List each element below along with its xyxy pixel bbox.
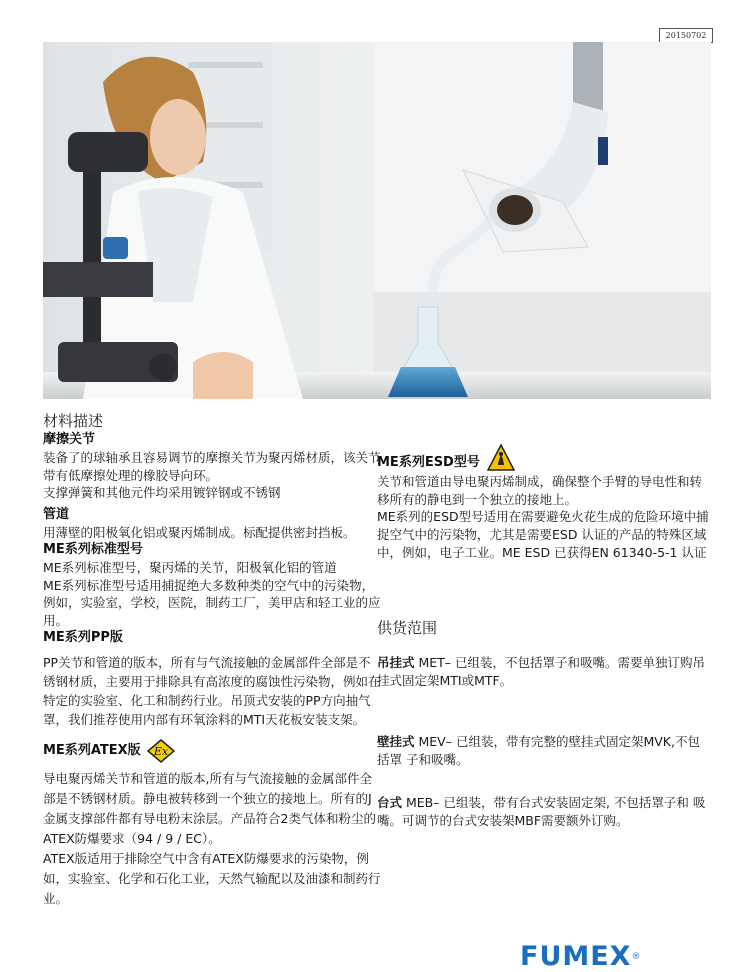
paragraph-atex-1: 导电聚丙烯关节和管道的版本,所有与气流接触的金属部件全部是不锈钢材质。静电被转移到一个独立的接地上。所有的J金属支撑部件都有导电粉末涂层。产品符合2类气体和粉尘的ATEX防爆要求（94 / 9 / EC）。 bbox=[43, 771, 376, 846]
paragraph-pp-version: PP关节和管道的版本，所有与气流接触的金属部件全部是不锈钢材质，主要用于排除具有高浓度的腐蚀性污染物，例如在特定的实验室、化工和制药行业。吊顶式安装的PP方向抽气罩，我们推荐使用内部有环氧涂料的MTI天花板安装支架。 bbox=[43, 655, 381, 727]
fumex-logo bbox=[520, 943, 642, 971]
paragraph-friction-joint: 装备了的球轴承且容易调节的摩擦关节为聚丙烯材质，该关节带有低摩擦处理的橡胶导向环。 bbox=[43, 450, 381, 483]
document-code: 20150702 bbox=[659, 28, 713, 43]
section-title-supply: 供货范围 bbox=[377, 619, 438, 637]
label-table: 台式 bbox=[377, 795, 403, 810]
logo-registered-mark: ® bbox=[631, 952, 642, 962]
lab-photo bbox=[43, 42, 711, 399]
label-wall: 壁挂式 bbox=[377, 734, 415, 749]
heading-esd-model: ME系列ESD型号 bbox=[377, 455, 480, 470]
label-hanging: 吊挂式 bbox=[377, 655, 415, 670]
atex-ex-icon bbox=[147, 739, 175, 763]
atex-heading-row bbox=[43, 739, 381, 763]
paragraph-standard-2: ME系列标准型号适用捕捉绝大多数种类的空气中的污染物，例如，实验室，学校，医院，制药工厂，美甲店和轻工业的应用。 bbox=[43, 577, 381, 628]
supply-wall bbox=[377, 733, 712, 768]
paragraph-esd-2: ME系列的ESD型号适用在需要避免火花生成的危险环境中捕捉空气中的污染物，尤其是需要ESD 认证的产品的特殊区域中，例如，电子工业。ME ESD 已获得EN 61340-5-1 认证 bbox=[377, 509, 709, 560]
paragraph-standard-1: ME系列标准型号，聚丙烯的关节，阳极氧化铝的管道 bbox=[43, 560, 337, 575]
left-column bbox=[43, 411, 381, 909]
heading-pp-version: ME系列PP版 bbox=[43, 630, 123, 645]
esd-heading-row bbox=[377, 443, 712, 473]
right-column bbox=[377, 443, 712, 829]
text-hanging: MET– 已组装，不包括罩子和吸嘴。需要单独订购吊挂式固定架MTI或MTF。 bbox=[377, 655, 706, 688]
paragraph-support-spring: 支撑弹簧和其他元件均采用镀锌钢或不锈钢 bbox=[43, 485, 281, 500]
heading-standard-model: ME系列标准型号 bbox=[43, 542, 143, 557]
heading-friction-joint: 摩擦关节 bbox=[43, 432, 96, 447]
paragraph-atex-2: ATEX版适用于排除空气中含有ATEX防爆要求的污染物，例如，实验室、化学和石化工业，天然气输配以及油漆和制药行业。 bbox=[43, 851, 381, 906]
esd-warning-icon bbox=[486, 443, 516, 473]
paragraph-pipe: 用薄壁的阳极氧化铝或聚丙烯制成。标配提供密封挡板。 bbox=[43, 524, 356, 540]
text-wall: MEV– 已组装，带有完整的壁挂式固定架MVK,不包括罩 子和吸嘴。 bbox=[377, 734, 700, 767]
supply-table bbox=[377, 794, 712, 829]
supply-hanging bbox=[377, 654, 712, 689]
section-title-materials: 材料描述 bbox=[43, 412, 104, 430]
paragraph-esd-1: 关节和管道由导电聚丙烯制成，确保整个手臂的导电性和转移所有的静电到一个独立的接地上。 bbox=[377, 474, 703, 507]
svg-text:Ex: Ex bbox=[153, 745, 168, 758]
heading-pipe: 管道 bbox=[43, 506, 70, 522]
logo-text: FUMEX bbox=[520, 941, 632, 972]
text-table: MEB– 已组装，带有台式安装固定架, 不包括罩子和 吸嘴。可调节的台式安装架MBF需要额外订购。 bbox=[377, 795, 706, 828]
heading-atex-version: ME系列ATEX版 bbox=[43, 743, 141, 758]
